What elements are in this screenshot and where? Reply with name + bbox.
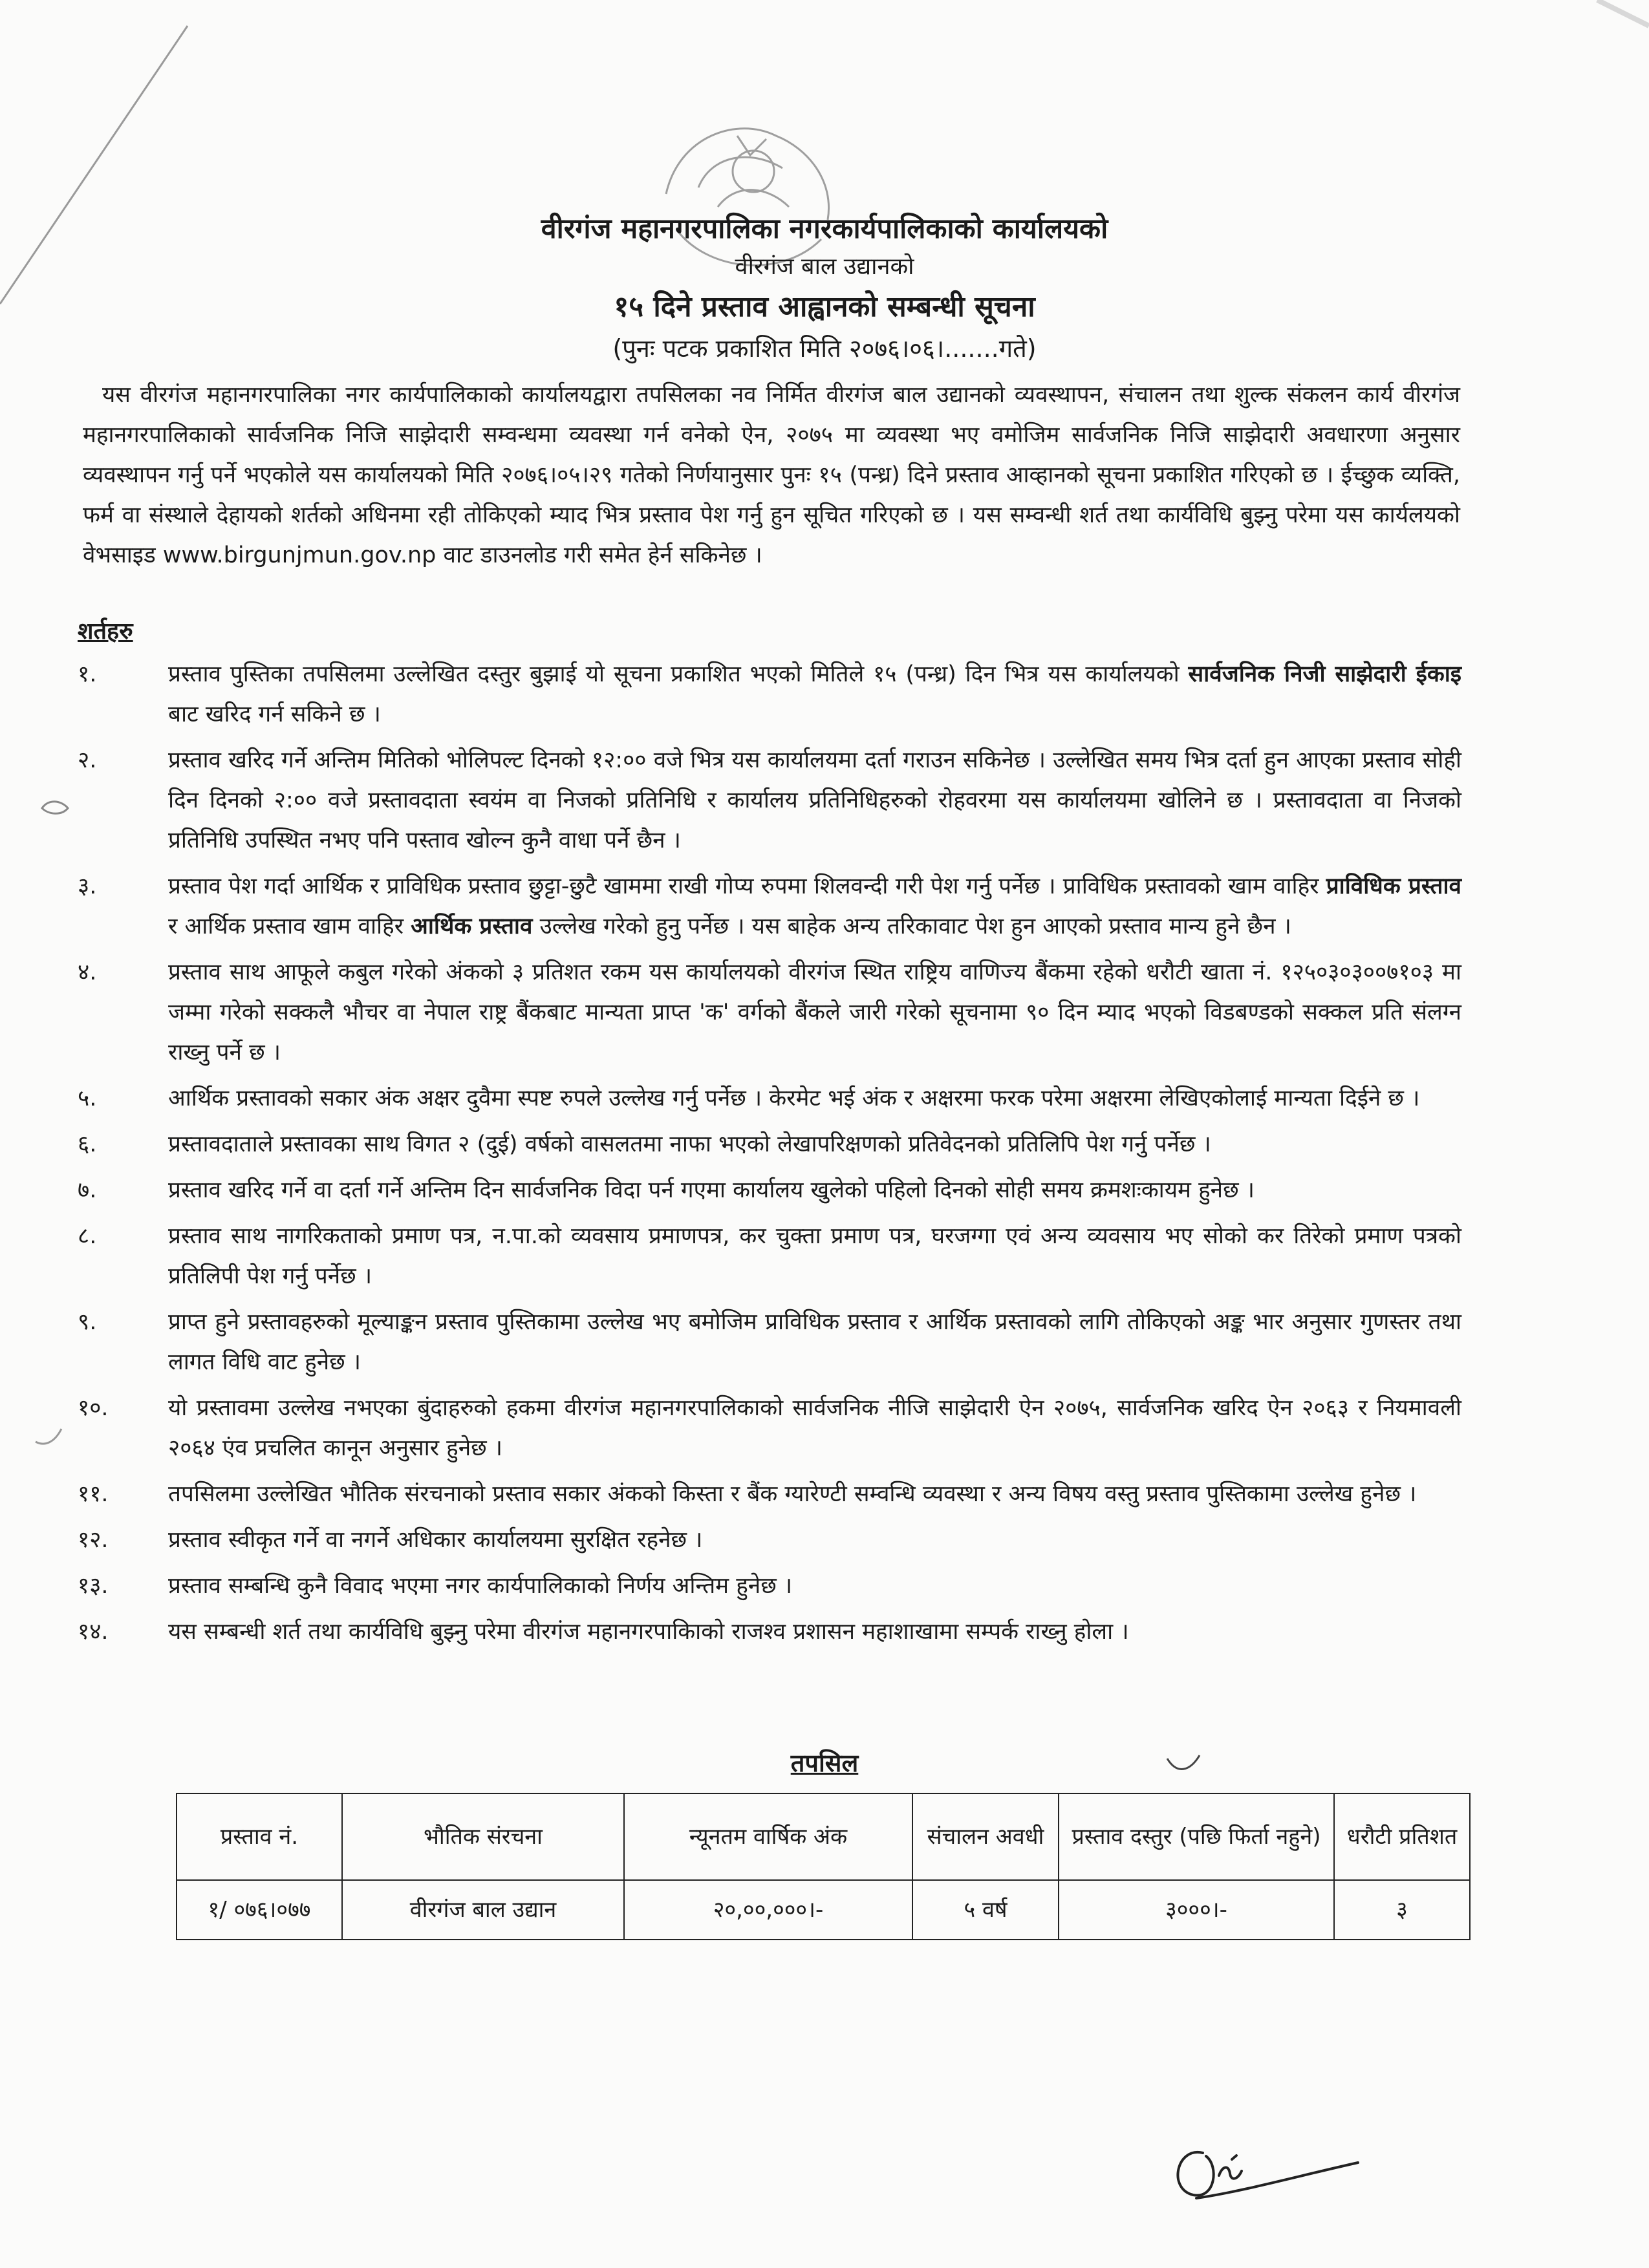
term-item [78,1474,1461,1514]
term-number: २. [78,747,97,773]
tapasil-heading: तपसिल [790,1749,859,1777]
publication-date-line: (पुनः पटक प्रकाशित मिति २०७६।०६।.......गते) [612,334,1037,363]
term-text: यो प्रस्तावमा उल्लेख नभएका बुंदाहरुको हकमा वीरगंज महानगरपालिकाको सार्वजनिक नीजि साझेदारी ऐन २०७५, सार्वजनिक खरिद ऐन २०६३ र नियमावली २०६४ एंव प्रचलित कानून अनुसार हुनेछ । [168,1395,1461,1461]
term-number: १४. [78,1619,109,1645]
term-item [78,1078,1461,1118]
term-number: ४. [78,959,97,985]
table-row [177,1880,1470,1940]
handwritten-mark [1164,1749,1203,1775]
term-number: ३. [78,873,97,899]
margin-smudge-mark [39,795,71,821]
term-item [78,1170,1461,1210]
term-item [78,1124,1461,1164]
term-text: प्रस्ताव खरिद गर्ने अन्तिम मितिको भोलिपल्ट दिनको १२:०० वजे भित्र यस कार्यालयमा दर्ता गराउन सकिनेछ । उल्लेखित समय भित्र दर्ता हुन आएका प्रस्ताव सोही दिन दिनको २:०० वजे प्रस्तावदाता स्वयंम वा निजको प्रतिनिधि र कार्यालय प्रतिनिधिहरुको रोहवरमा यस कार्यालयमा खोलिने छ । प्रस्तावदाता वा निजको प्रतिनिधि उपस्थित नभए पनि पस्ताव खोल्न कुनै वाधा पर्ने छैन । [168,747,1461,853]
term-text: तपसिलमा उल्लेखित भौतिक संरचनाको प्रस्ताव सकार अंकको किस्ता र बैंक ग्यारेण्टी सम्वन्धि व्यवस्था र अन्य विषय वस्तु प्रस्ताव पुस्तिकामा उल्लेख हुनेछ । [168,1481,1417,1507]
column-header: धरौटी प्रतिशत [1334,1793,1470,1880]
term-text: प्रस्तावदाताले प्रस्तावका साथ विगत २ (दुई) वर्षको वासलतमा नाफा भएको लेखापरिक्षणको प्रतिवेदनको प्रतिलिपि पेश गर्नु पर्नेछ । [168,1131,1211,1157]
table-cell: २०,००,०००।- [624,1880,912,1940]
term-text: यस सम्बन्धी शर्त तथा कार्यविधि बुझ्नु परेमा वीरगंज महानगरपाकिाको राजश्व प्रशासन महाशाखामा सम्पर्क राख्नु होला । [168,1619,1129,1645]
term-item [78,1612,1461,1652]
term-item [78,1388,1461,1468]
term-text: प्रस्ताव पेश गर्दा आर्थिक र प्राविधिक प्रस्ताव छुट्टा-छुटै खाममा राखी गोप्य रुपमा शिलवन्दी गरी पेश गर्नु पर्नेछ । प्राविधिक प्रस्तावको खाम वाहिर प्राविधिक प्रस्ताव र आर्थिक प्रस्ताव खाम वाहिर आर्थिक प्रस्ताव उल्लेख गरेको हुनु पर्नेछ । यस बाहेक अन्य तरिकावाट पेश हुन आएको प्रस्ताव मान्य हुने छैन । [168,873,1461,939]
table-cell: ५ वर्ष [912,1880,1059,1940]
term-item [78,740,1461,861]
term-item [78,952,1461,1073]
terms-heading: शर्तहरु [78,618,133,645]
term-item [78,1566,1461,1606]
column-header: प्रस्ताव दस्तुर (पछि फिर्ता नहुने) [1059,1793,1334,1880]
terms-list [78,654,1461,1658]
table-cell: वीरगंज बाल उद्यान [342,1880,624,1940]
term-number: १३. [78,1573,109,1599]
term-item [78,1216,1461,1296]
table-header-row [177,1793,1470,1880]
term-number: १२. [78,1527,109,1553]
column-header: न्यूनतम वार्षिक अंक [624,1793,912,1880]
tapasil-table [176,1793,1471,1940]
term-text: आर्थिक प्रस्तावको सकार अंक अक्षर दुवैमा स्पष्ट रुपले उल्लेख गर्नु पर्नेछ । केरमेट भई अंक र अक्षरमा फरक परेमा अक्षरमा लेखिएकोलाई मान्यता दिईने छ । [168,1086,1420,1111]
term-item [78,1302,1461,1382]
column-header: प्रस्ताव नं. [177,1793,342,1880]
column-header: संचालन अवधी [912,1793,1059,1880]
office-heading: वीरगंज महानगरपालिका नगरकार्यपालिकाको कार्यालयको [541,213,1108,245]
term-item [78,654,1461,734]
term-number: ५. [78,1086,97,1111]
term-number: ६. [78,1131,97,1157]
notice-title: १५ दिने प्रस्ताव आह्वानको सम्बन्धी सूचना [614,290,1035,323]
term-text: प्रस्ताव सम्बन्धि कुनै विवाद भएमा नगर कार्यपालिकाको निर्णय अन्तिम हुनेछ । [168,1573,793,1599]
term-number: ८. [78,1223,97,1249]
term-number: ७. [78,1177,97,1203]
term-item [78,866,1461,947]
column-header: भौतिक संरचना [342,1793,624,1880]
margin-smudge-mark [32,1422,65,1448]
term-text: प्रस्ताव साथ नागरिकताको प्रमाण पत्र, न.पा.को व्यवसाय प्रमाणपत्र, कर चुक्ता प्रमाण पत्र, घरजग्गा एवं अन्य व्यवसाय भए सोको कर तिरेको प्रमाण पत्रको प्रतिलिपी पेश गर्नु पर्नेछ । [168,1223,1461,1289]
term-text: प्रस्ताव स्वीकृत गर्ने वा नगर्ने अधिकार कार्यालयमा सुरक्षित रहनेछ । [168,1527,703,1553]
term-text: प्रस्ताव खरिद गर्ने वा दर्ता गर्ने अन्तिम दिन सार्वजनिक विदा पर्न गएमा कार्यालय खुलेको पहिलो दिनको सोही समय क्रमशःकायम हुनेछ । [168,1177,1255,1203]
term-text: प्रस्ताव साथ आफूले कबुल गरेको अंकको ३ प्रतिशत रकम यस कार्यालयको वीरगंज स्थित राष्ट्रिय वाणिज्य बैंकमा रहेको धरौटी खाता नं. १२५०३०३००७१०३ मा जम्मा गरेको सक्कलै भौचर वा नेपाल राष्ट्र बैंकबाट मान्यता प्राप्त 'क' वर्गको बैंकले जारी गरेको सूचनामा ९० दिन म्याद भएको विडबण्डको सक्कल प्रति संलग्न राख्नु पर्ने छ । [168,959,1461,1065]
table-cell: ३ [1334,1880,1470,1940]
sub-heading: वीरगंज बाल उद्यानको [735,253,914,280]
table-cell: ३०००।- [1059,1880,1334,1940]
term-text: प्राप्त हुने प्रस्तावहरुको मूल्याङ्कन प्रस्ताव पुस्तिकामा उल्लेख भए बमोजिम प्राविधिक प्रस्ताव र आर्थिक प्रस्तावको लागि तोकिएको अङ्क भार अनुसार गुणस्तर तथा लागत विधि वाट हुनेछ । [168,1309,1461,1375]
term-number: ९. [78,1309,97,1335]
term-text: प्रस्ताव पुस्तिका तपसिलमा उल्लेखित दस्तुर बुझाई यो सूचना प्रकाशित भएको मितिले १५ (पन्ध्र) दिन भित्र यस कार्यालयको सार्वजनिक निजी साझेदारी ईकाइ बाट खरिद गर्न सकिने छ । [168,661,1461,727]
term-number: १०. [78,1395,109,1421]
term-item [78,1520,1461,1560]
term-number: ११. [78,1481,109,1507]
table-cell: १/ ०७६।०७७ [177,1880,342,1940]
term-number: १. [78,661,97,687]
signature [1158,2127,1364,2211]
intro-paragraph: यस वीरगंज महानगरपालिका नगर कार्यपालिकाको कार्यालयद्वारा तपसिलका नव निर्मित वीरगंज बाल उद्यानको व्यवस्थापन, संचालन तथा शुल्क संकलन कार्य वीरगंज महानगरपालिकाको सार्वजनिक निजि साझेदारी सम्वन्धमा व्यवस्था गर्न वनेको ऐन, २०७५ मा व्यवस्था भए वमोजिम सार्वजनिक निजि साझेदारी अवधारणा अनुसार व्यवस्थापन गर्नु पर्ने भएकोले यस कार्यालयको मिति २०७६।०५।२९ गतेको निर्णयानुसार पुनः १५ (पन्ध्र) दिने प्रस्ताव आव्हानको सूचना प्रकाशित गरिएको छ । ईच्छुक व्यक्ति, फर्म वा संस्थाले देहायको शर्तको अधिनमा रही तोकिएको म्याद भित्र प्रस्ताव पेश गर्नु हुन सूचित गरिएको छ । यस सम्वन्धी शर्त तथा कार्यविधि बुझ्नु परेमा यस कार्यलयको वेभसाइड www.birgunjmun.gov.np वाट डाउनलोड गरी समेत हेर्न सकिनेछ । [83,382,1460,568]
